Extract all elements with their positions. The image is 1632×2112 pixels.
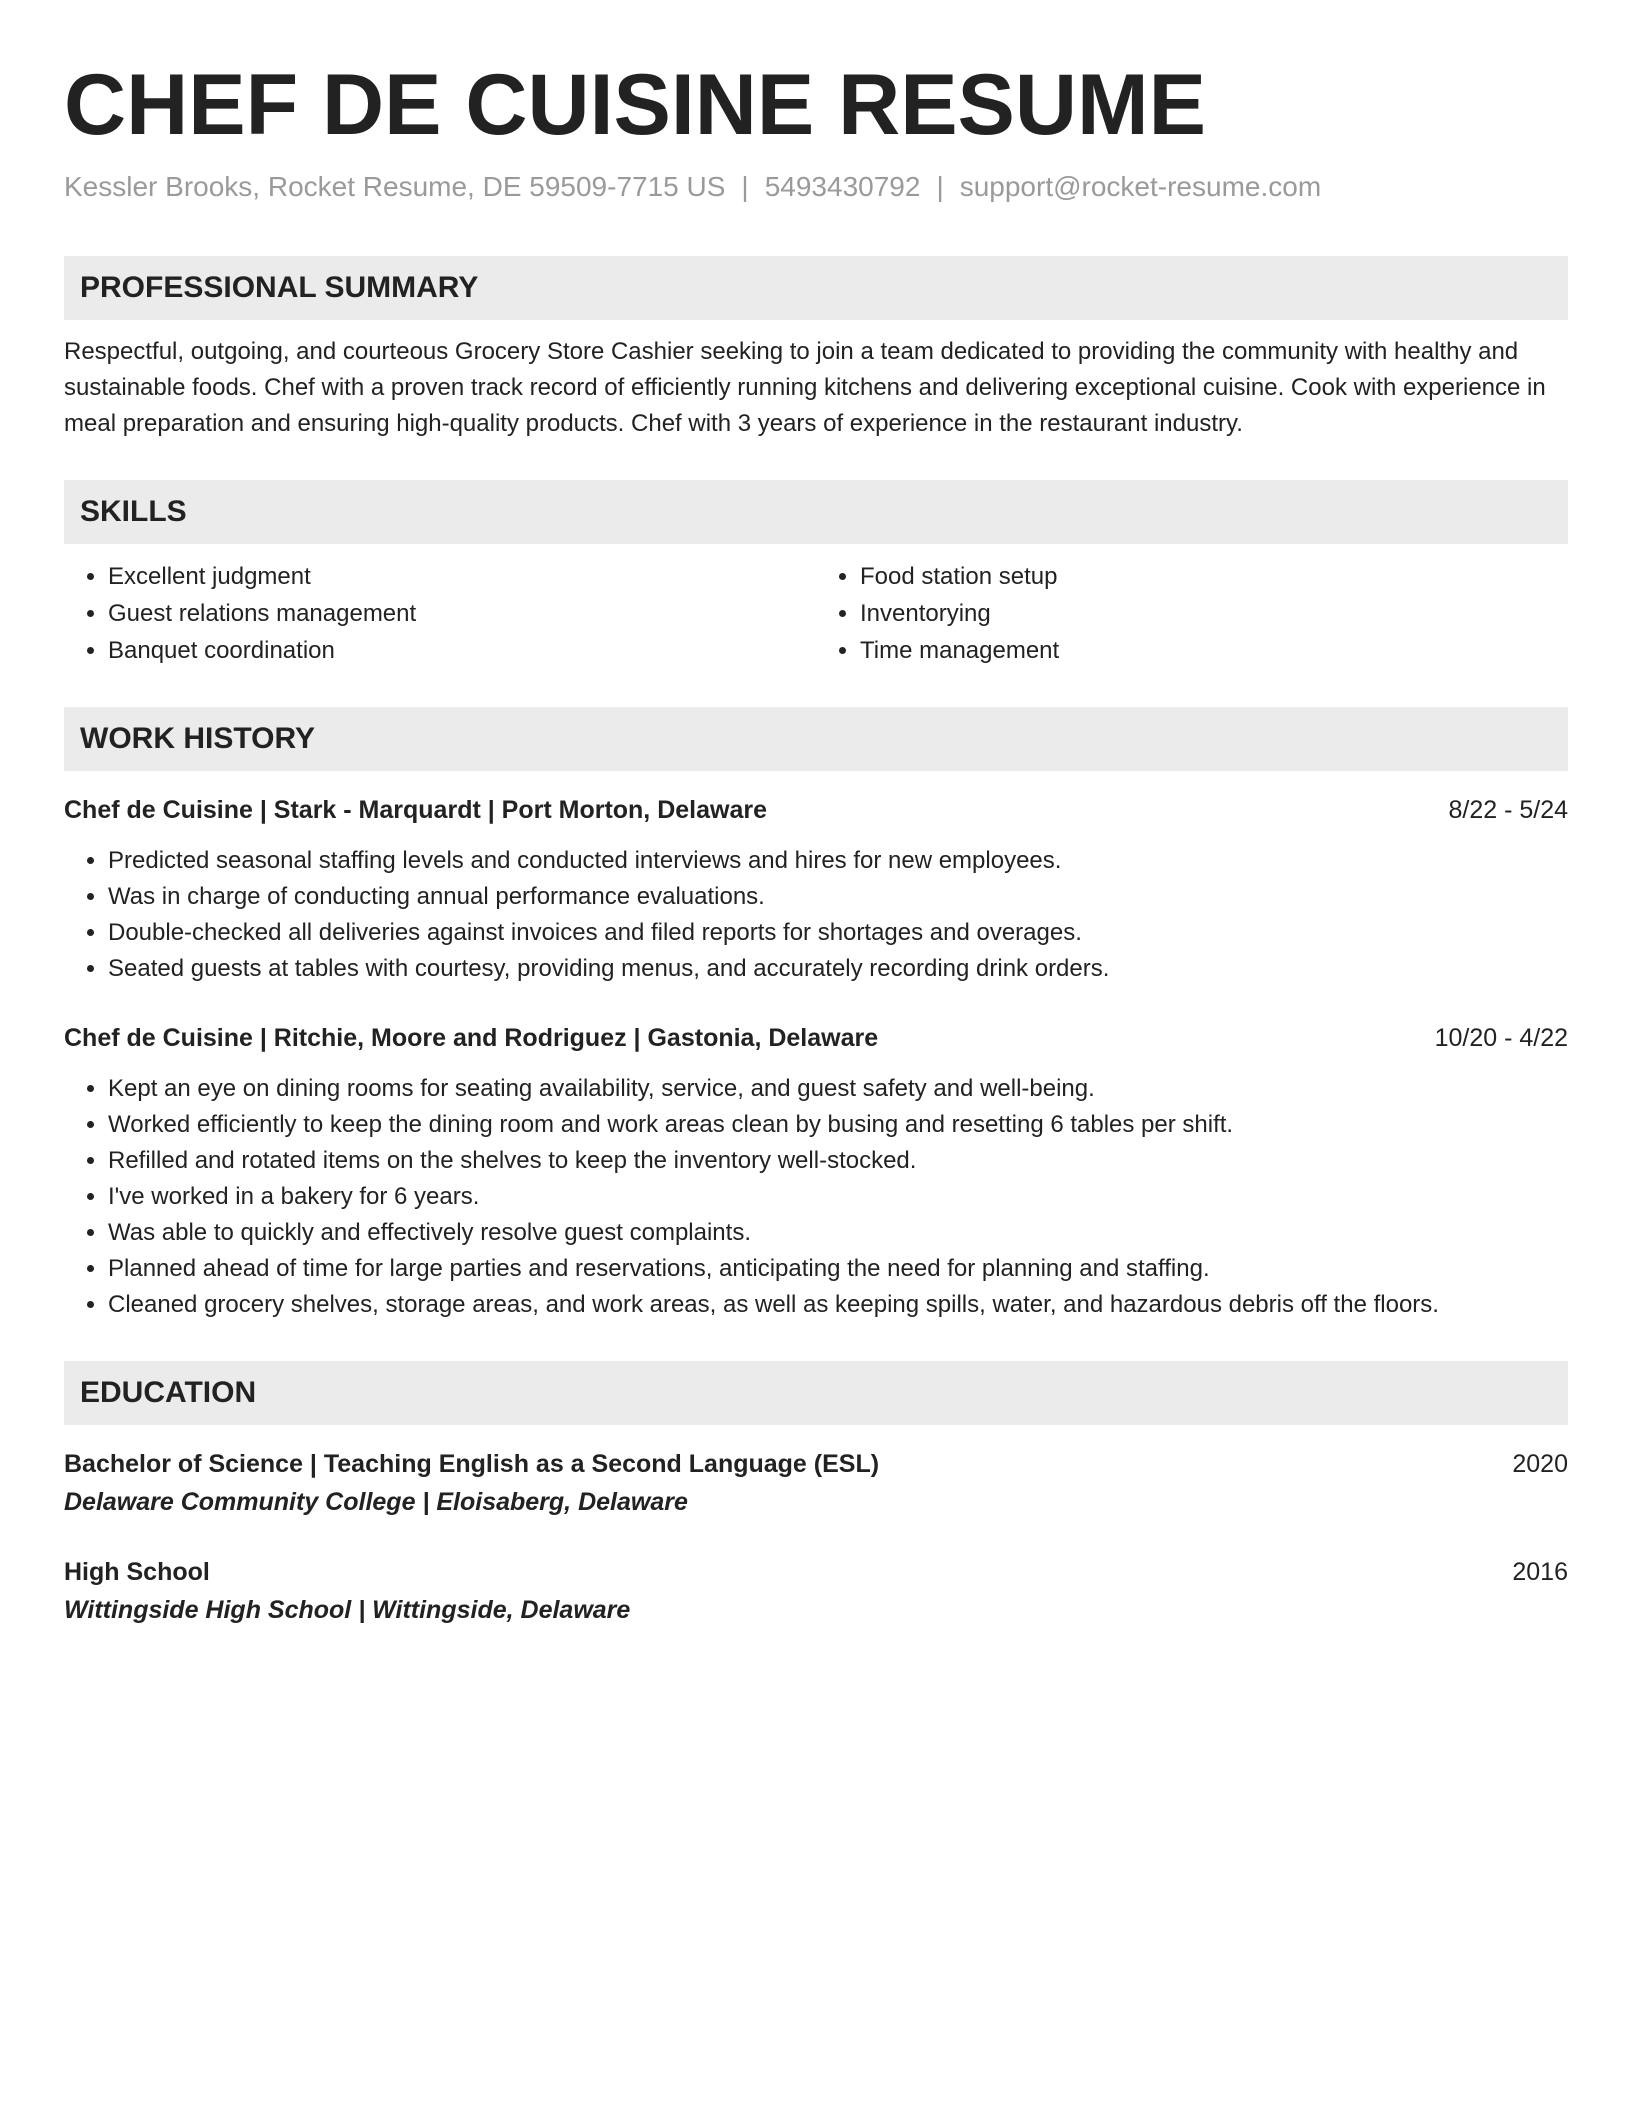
job-bullet: • Worked efficiently to keep the dining room and work areas clean by busing and resetting 6 tables per shift. [108, 1107, 1568, 1143]
education-header [64, 1553, 1568, 1591]
job-bullet: • Predicted seasonal staffing levels and conducted interviews and hires for new employees. [108, 843, 1568, 879]
section-heading-work-history: WORK HISTORY [64, 707, 1568, 771]
job-title: Chef de Cuisine | Stark - Marquardt | Port Morton, Delaware [64, 796, 767, 824]
job-bullets [64, 843, 1568, 987]
contact-line [64, 167, 1568, 207]
job-bullet: • Was able to quickly and effectively resolve guest complaints. [108, 1215, 1568, 1251]
job-entry [64, 1019, 1568, 1323]
skill-item: • Food station setup [860, 558, 1568, 595]
skill-item: • Banquet coordination [108, 632, 816, 669]
section-heading-education: EDUCATION [64, 1361, 1568, 1425]
skills-column-left [64, 558, 816, 669]
job-header [64, 791, 1568, 829]
job-bullet: • Refilled and rotated items on the shelves to keep the inventory well-stocked. [108, 1143, 1568, 1179]
education-entry [64, 1553, 1568, 1629]
skills-column-right [816, 558, 1568, 669]
summary-text: Respectful, outgoing, and courteous Grocery Store Cashier seeking to join a team dedicated to providing the community with healthy and sustainable foods. Chef with a proven track record of efficiently running kitchens and delivering exceptional cuisine. Cook with experience in meal preparation and ensuring high-quality products. Chef with 3 years of experience in the restaurant industry. [64, 338, 1546, 437]
job-bullet: • I've worked in a bakery for 6 years. [108, 1179, 1568, 1215]
page-title: CHEF DE CUISINE RESUME [64, 57, 1207, 153]
job-bullet: • Seated guests at tables with courtesy, providing menus, and accurately recording drink orders. [108, 951, 1568, 987]
skill-item: • Guest relations management [108, 595, 816, 632]
education-school: Wittingside High School | Wittingside, Delaware [64, 1596, 631, 1624]
job-bullet: • Kept an eye on dining rooms for seating availability, service, and guest safety and well-being. [108, 1071, 1568, 1107]
section-heading-skills: SKILLS [64, 480, 1568, 544]
contact-separator: | [936, 171, 944, 202]
job-bullet: • Double-checked all deliveries against invoices and filed reports for shortages and overages. [108, 915, 1568, 951]
contact-address: Kessler Brooks, Rocket Resume, DE 59509-7715 US [64, 171, 726, 202]
job-header [64, 1019, 1568, 1057]
education-school: Delaware Community College | Eloisaberg, Delaware [64, 1488, 688, 1516]
contact-phone: 5493430792 [764, 171, 921, 202]
job-bullet: • Cleaned grocery shelves, storage areas, and work areas, as well as keeping spills, water, and hazardous debris off the floors. [108, 1287, 1568, 1323]
education-year: 2016 [1512, 1558, 1568, 1586]
section-heading-summary: PROFESSIONAL SUMMARY [64, 256, 1568, 320]
job-bullets [64, 1071, 1568, 1323]
contact-email[interactable]: support@rocket-resume.com [959, 171, 1322, 202]
education-header [64, 1445, 1568, 1483]
job-entry [64, 791, 1568, 987]
skill-item: • Time management [860, 632, 1568, 669]
education-year: 2020 [1512, 1450, 1568, 1478]
skills-list [64, 558, 1568, 669]
skill-item: • Inventorying [860, 595, 1568, 632]
job-bullet: • Planned ahead of time for large parties and reservations, anticipating the need for planning and staffing. [108, 1251, 1568, 1287]
job-title: Chef de Cuisine | Ritchie, Moore and Rodriguez | Gastonia, Delaware [64, 1024, 879, 1052]
job-bullet: • Was in charge of conducting annual performance evaluations. [108, 879, 1568, 915]
education-degree: High School [64, 1558, 210, 1586]
skill-item: • Excellent judgment [108, 558, 816, 595]
job-dates: 8/22 - 5/24 [1448, 796, 1568, 824]
job-dates: 10/20 - 4/22 [1434, 1024, 1568, 1052]
education-degree: Bachelor of Science | Teaching English as a Second Language (ESL) [64, 1450, 880, 1478]
contact-separator: | [741, 171, 749, 202]
education-entry [64, 1445, 1568, 1521]
